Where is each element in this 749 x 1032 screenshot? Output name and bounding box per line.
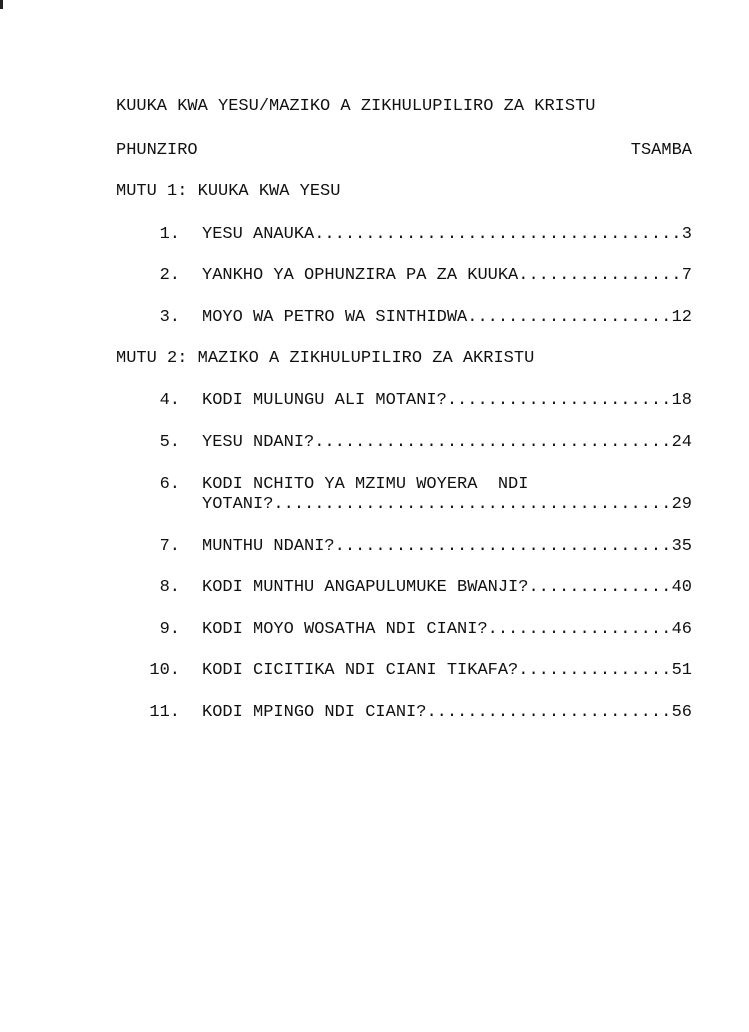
entry-page-number: 46 — [671, 620, 692, 639]
entry-number: 6. — [159, 475, 180, 494]
page-column-header: TSAMBA — [630, 141, 692, 160]
dot-leader — [335, 537, 672, 557]
dot-leader — [314, 433, 671, 453]
entry-number: 8. — [159, 578, 180, 597]
dot-leader — [314, 225, 682, 245]
entry-page-number: 3 — [681, 225, 692, 244]
lesson-column-header: PHUNZIRO — [116, 141, 198, 160]
entry-number: 10. — [149, 661, 180, 680]
dot-leader — [273, 495, 671, 515]
entry-title: KODI MUNTHU ANGAPULUMUKE BWANJI? — [202, 578, 529, 597]
section-heading: MUTU 2: MAZIKO A ZIKHULUPILIRO ZA AKRISTU — [116, 349, 535, 368]
entry-page-number: 12 — [671, 308, 692, 327]
entry-number: 9. — [159, 620, 180, 639]
document-title: KUUKA KWA YESU/MAZIKO A ZIKHULUPILIRO ZA KRISTU — [116, 97, 596, 116]
entry-page-number: 7 — [681, 266, 692, 285]
dot-leader — [426, 703, 671, 723]
entry-page-number: 51 — [671, 661, 692, 680]
dot-leader — [467, 308, 671, 328]
dot-leader — [447, 391, 672, 411]
entry-page-number: 29 — [671, 495, 692, 514]
entry-number: 5. — [159, 433, 180, 452]
entry-title: YOTANI? — [202, 495, 274, 514]
entry-title: KODI MOYO WOSATHA NDI CIANI? — [202, 620, 488, 639]
entry-title: KODI MPINGO NDI CIANI? — [202, 703, 427, 722]
entry-page-number: 18 — [671, 391, 692, 410]
entry-number: 4. — [159, 391, 180, 410]
entry-title-first-line: KODI NCHITO YA MZIMU WOYERA NDI — [202, 475, 529, 494]
entry-number: 2. — [159, 266, 180, 285]
scan-mark — [0, 0, 3, 9]
entry-title: MUNTHU NDANI? — [202, 537, 335, 556]
entry-title: YESU ANAUKA — [202, 225, 315, 244]
entry-title: KODI MULUNGU ALI MOTANI? — [202, 391, 447, 410]
entry-number: 11. — [149, 703, 180, 722]
entry-title: KODI CICITIKA NDI CIANI TIKAFA? — [202, 661, 519, 680]
dot-leader — [518, 266, 682, 286]
entry-page-number: 56 — [671, 703, 692, 722]
entry-number: 7. — [159, 537, 180, 556]
section-heading: MUTU 1: KUUKA KWA YESU — [116, 182, 341, 201]
dot-leader — [518, 661, 671, 681]
entry-number: 3. — [159, 308, 180, 327]
entry-page-number: 40 — [671, 578, 692, 597]
column-header-row — [116, 141, 692, 161]
dot-leader — [488, 620, 672, 640]
entry-page-number: 24 — [671, 433, 692, 452]
entry-number: 1. — [159, 225, 180, 244]
entry-title: YANKHO YA OPHUNZIRA PA ZA KUUKA — [202, 266, 519, 285]
entry-title: MOYO WA PETRO WA SINTHIDWA — [202, 308, 468, 327]
entry-page-number: 35 — [671, 537, 692, 556]
dot-leader — [528, 578, 671, 598]
entry-title: YESU NDANI? — [202, 433, 315, 452]
